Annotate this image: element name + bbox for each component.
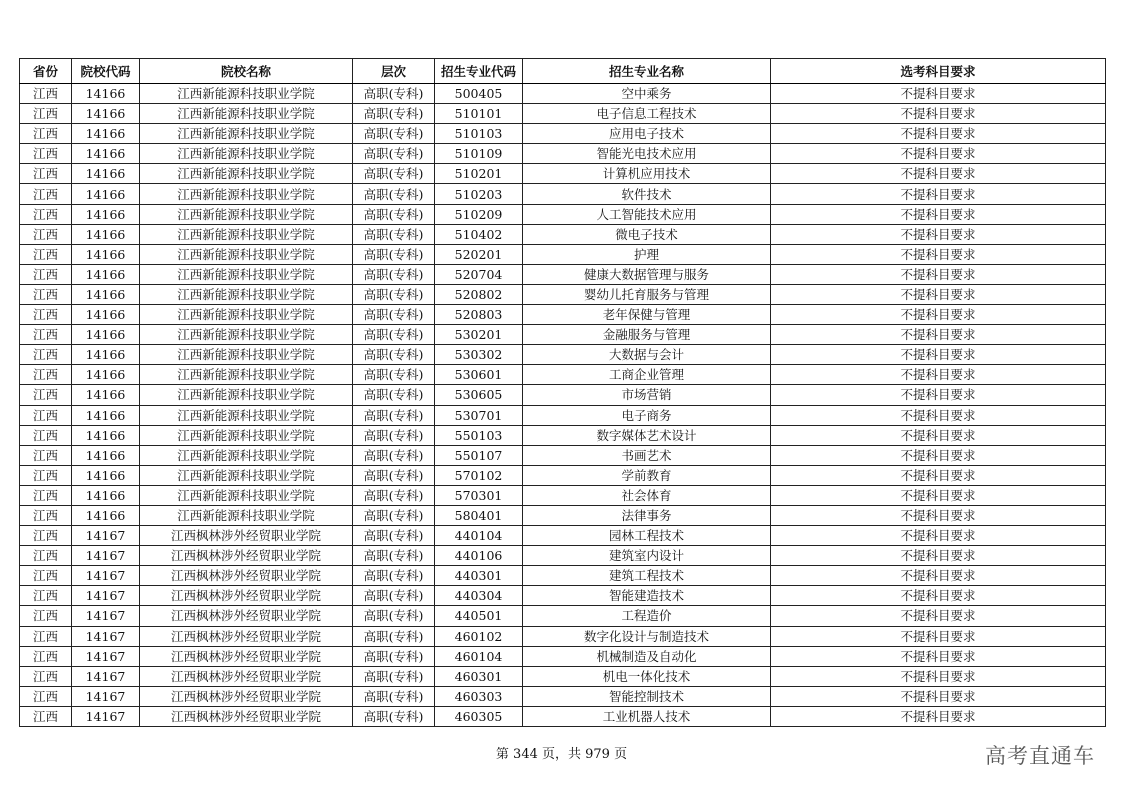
cell-major-name: 计算机应用技术: [523, 164, 771, 184]
table-row: [20, 164, 1106, 184]
cell-level: 高职(专科): [353, 224, 435, 244]
cell-school-name: 江西新能源科技职业学院: [140, 84, 353, 104]
cell-province: 江西: [20, 184, 72, 204]
cell-major-code: 530601: [435, 365, 523, 385]
table-row: [20, 586, 1106, 606]
cell-major-name: 学前教育: [523, 465, 771, 485]
cell-major-code: 460102: [435, 626, 523, 646]
cell-major-name: 电子商务: [523, 405, 771, 425]
table-row: [20, 485, 1106, 505]
cell-major-code: 460104: [435, 646, 523, 666]
table-row: [20, 405, 1106, 425]
cell-level: 高职(专科): [353, 84, 435, 104]
cell-school-code: 14167: [72, 526, 140, 546]
cell-major-name: 智能光电技术应用: [523, 144, 771, 164]
cell-subject-requirement: 不提科目要求: [771, 264, 1106, 284]
cell-level: 高职(专科): [353, 305, 435, 325]
cell-major-code: 530605: [435, 385, 523, 405]
cell-province: 江西: [20, 505, 72, 525]
cell-major-name: 机械制造及自动化: [523, 646, 771, 666]
table-row: [20, 325, 1106, 345]
cell-school-name: 江西新能源科技职业学院: [140, 405, 353, 425]
header-major-name: 招生专业名称: [523, 59, 771, 84]
cell-major-code: 460303: [435, 686, 523, 706]
cell-level: 高职(专科): [353, 264, 435, 284]
table-row: [20, 566, 1106, 586]
cell-subject-requirement: 不提科目要求: [771, 405, 1106, 425]
cell-province: 江西: [20, 284, 72, 304]
cell-major-name: 电子信息工程技术: [523, 104, 771, 124]
cell-province: 江西: [20, 224, 72, 244]
table-row: [20, 546, 1106, 566]
cell-province: 江西: [20, 244, 72, 264]
cell-school-name: 江西枫林涉外经贸职业学院: [140, 666, 353, 686]
cell-province: 江西: [20, 345, 72, 365]
cell-level: 高职(专科): [353, 546, 435, 566]
cell-major-code: 500405: [435, 84, 523, 104]
cell-province: 江西: [20, 485, 72, 505]
cell-school-name: 江西枫林涉外经贸职业学院: [140, 586, 353, 606]
cell-level: 高职(专科): [353, 606, 435, 626]
cell-major-code: 570102: [435, 465, 523, 485]
cell-school-name: 江西新能源科技职业学院: [140, 204, 353, 224]
cell-school-name: 江西新能源科技职业学院: [140, 184, 353, 204]
admission-table: [19, 58, 1106, 727]
cell-province: 江西: [20, 144, 72, 164]
cell-province: 江西: [20, 84, 72, 104]
cell-major-name: 工业机器人技术: [523, 706, 771, 726]
cell-school-code: 14167: [72, 566, 140, 586]
cell-level: 高职(专科): [353, 144, 435, 164]
table-row: [20, 104, 1106, 124]
cell-subject-requirement: 不提科目要求: [771, 124, 1106, 144]
cell-major-name: 数字媒体艺术设计: [523, 425, 771, 445]
cell-province: 江西: [20, 646, 72, 666]
cell-province: 江西: [20, 164, 72, 184]
table-row: [20, 224, 1106, 244]
cell-school-code: 14166: [72, 505, 140, 525]
cell-school-code: 14166: [72, 284, 140, 304]
table-row: [20, 244, 1106, 264]
cell-level: 高职(专科): [353, 646, 435, 666]
cell-major-code: 440104: [435, 526, 523, 546]
cell-level: 高职(专科): [353, 626, 435, 646]
table-row: [20, 284, 1106, 304]
cell-major-name: 老年保健与管理: [523, 305, 771, 325]
table-row: [20, 646, 1106, 666]
watermark-text: 高考直通车: [985, 744, 1095, 768]
cell-major-code: 580401: [435, 505, 523, 525]
cell-level: 高职(专科): [353, 124, 435, 144]
cell-subject-requirement: 不提科目要求: [771, 626, 1106, 646]
cell-major-code: 510101: [435, 104, 523, 124]
cell-major-code: 440304: [435, 586, 523, 606]
cell-school-code: 14166: [72, 144, 140, 164]
cell-major-name: 社会体育: [523, 485, 771, 505]
table-row: [20, 505, 1106, 525]
cell-major-code: 550107: [435, 445, 523, 465]
cell-school-code: 14167: [72, 686, 140, 706]
cell-province: 江西: [20, 204, 72, 224]
cell-major-name: 空中乘务: [523, 84, 771, 104]
header-level: 层次: [353, 59, 435, 84]
cell-school-name: 江西枫林涉外经贸职业学院: [140, 526, 353, 546]
cell-major-code: 530701: [435, 405, 523, 425]
cell-school-name: 江西新能源科技职业学院: [140, 305, 353, 325]
cell-level: 高职(专科): [353, 104, 435, 124]
cell-school-code: 14167: [72, 586, 140, 606]
cell-school-code: 14166: [72, 385, 140, 405]
cell-school-code: 14166: [72, 425, 140, 445]
cell-school-name: 江西新能源科技职业学院: [140, 445, 353, 465]
cell-subject-requirement: 不提科目要求: [771, 84, 1106, 104]
cell-level: 高职(专科): [353, 526, 435, 546]
table-row: [20, 345, 1106, 365]
cell-major-code: 460305: [435, 706, 523, 726]
cell-school-code: 14166: [72, 184, 140, 204]
cell-level: 高职(专科): [353, 566, 435, 586]
cell-province: 江西: [20, 445, 72, 465]
cell-subject-requirement: 不提科目要求: [771, 686, 1106, 706]
cell-subject-requirement: 不提科目要求: [771, 224, 1106, 244]
cell-school-code: 14166: [72, 405, 140, 425]
cell-school-name: 江西新能源科技职业学院: [140, 224, 353, 244]
table-row: [20, 305, 1106, 325]
cell-school-name: 江西新能源科技职业学院: [140, 124, 353, 144]
cell-school-name: 江西枫林涉外经贸职业学院: [140, 706, 353, 726]
cell-school-code: 14166: [72, 224, 140, 244]
cell-major-name: 建筑工程技术: [523, 566, 771, 586]
cell-province: 江西: [20, 305, 72, 325]
table-row: [20, 706, 1106, 726]
cell-province: 江西: [20, 626, 72, 646]
cell-school-name: 江西新能源科技职业学院: [140, 505, 353, 525]
cell-level: 高职(专科): [353, 244, 435, 264]
cell-subject-requirement: 不提科目要求: [771, 546, 1106, 566]
cell-major-name: 护理: [523, 244, 771, 264]
cell-province: 江西: [20, 405, 72, 425]
cell-school-code: 14166: [72, 305, 140, 325]
cell-subject-requirement: 不提科目要求: [771, 305, 1106, 325]
cell-subject-requirement: 不提科目要求: [771, 465, 1106, 485]
cell-major-code: 550103: [435, 425, 523, 445]
cell-subject-requirement: 不提科目要求: [771, 104, 1106, 124]
cell-subject-requirement: 不提科目要求: [771, 425, 1106, 445]
cell-province: 江西: [20, 325, 72, 345]
cell-school-name: 江西新能源科技职业学院: [140, 365, 353, 385]
cell-school-code: 14166: [72, 164, 140, 184]
cell-subject-requirement: 不提科目要求: [771, 345, 1106, 365]
page-number: 第 344 页，共 979 页: [495, 747, 628, 762]
cell-school-name: 江西新能源科技职业学院: [140, 485, 353, 505]
cell-school-name: 江西枫林涉外经贸职业学院: [140, 686, 353, 706]
cell-province: 江西: [20, 586, 72, 606]
cell-level: 高职(专科): [353, 586, 435, 606]
cell-province: 江西: [20, 566, 72, 586]
cell-level: 高职(专科): [353, 465, 435, 485]
table-row: [20, 144, 1106, 164]
table-row: [20, 425, 1106, 445]
cell-major-code: 440501: [435, 606, 523, 626]
cell-school-name: 江西新能源科技职业学院: [140, 144, 353, 164]
cell-major-name: 工程造价: [523, 606, 771, 626]
cell-province: 江西: [20, 104, 72, 124]
cell-school-name: 江西新能源科技职业学院: [140, 325, 353, 345]
cell-school-code: 14166: [72, 485, 140, 505]
cell-province: 江西: [20, 686, 72, 706]
cell-level: 高职(专科): [353, 405, 435, 425]
cell-major-name: 软件技术: [523, 184, 771, 204]
cell-major-name: 人工智能技术应用: [523, 204, 771, 224]
cell-school-name: 江西枫林涉外经贸职业学院: [140, 626, 353, 646]
cell-school-code: 14167: [72, 646, 140, 666]
cell-school-name: 江西新能源科技职业学院: [140, 465, 353, 485]
cell-school-name: 江西新能源科技职业学院: [140, 264, 353, 284]
cell-major-name: 健康大数据管理与服务: [523, 264, 771, 284]
cell-major-name: 智能建造技术: [523, 586, 771, 606]
cell-major-name: 书画艺术: [523, 445, 771, 465]
cell-level: 高职(专科): [353, 706, 435, 726]
table-row: [20, 445, 1106, 465]
cell-school-code: 14167: [72, 546, 140, 566]
cell-level: 高职(专科): [353, 505, 435, 525]
cell-school-name: 江西新能源科技职业学院: [140, 345, 353, 365]
cell-subject-requirement: 不提科目要求: [771, 144, 1106, 164]
header-school-code: 院校代码: [72, 59, 140, 84]
cell-subject-requirement: 不提科目要求: [771, 184, 1106, 204]
cell-school-name: 江西枫林涉外经贸职业学院: [140, 646, 353, 666]
table-row: [20, 666, 1106, 686]
cell-major-code: 520704: [435, 264, 523, 284]
cell-province: 江西: [20, 264, 72, 284]
cell-major-code: 510109: [435, 144, 523, 164]
cell-level: 高职(专科): [353, 325, 435, 345]
cell-subject-requirement: 不提科目要求: [771, 566, 1106, 586]
cell-school-name: 江西枫林涉外经贸职业学院: [140, 546, 353, 566]
cell-level: 高职(专科): [353, 445, 435, 465]
cell-subject-requirement: 不提科目要求: [771, 365, 1106, 385]
cell-school-name: 江西枫林涉外经贸职业学院: [140, 566, 353, 586]
cell-major-name: 微电子技术: [523, 224, 771, 244]
cell-province: 江西: [20, 365, 72, 385]
cell-subject-requirement: 不提科目要求: [771, 284, 1106, 304]
cell-subject-requirement: 不提科目要求: [771, 385, 1106, 405]
cell-school-code: 14167: [72, 666, 140, 686]
cell-school-code: 14166: [72, 84, 140, 104]
cell-major-code: 570301: [435, 485, 523, 505]
cell-subject-requirement: 不提科目要求: [771, 505, 1106, 525]
cell-school-code: 14167: [72, 706, 140, 726]
cell-major-name: 园林工程技术: [523, 526, 771, 546]
table-header-row: [20, 59, 1106, 84]
table-row: [20, 385, 1106, 405]
cell-major-code: 530302: [435, 345, 523, 365]
cell-province: 江西: [20, 425, 72, 445]
table-row: [20, 526, 1106, 546]
table-row: [20, 365, 1106, 385]
header-province: 省份: [20, 59, 72, 84]
cell-subject-requirement: 不提科目要求: [771, 244, 1106, 264]
table-row: [20, 465, 1106, 485]
cell-major-name: 数字化设计与制造技术: [523, 626, 771, 646]
cell-major-code: 520201: [435, 244, 523, 264]
cell-subject-requirement: 不提科目要求: [771, 325, 1106, 345]
cell-major-code: 510201: [435, 164, 523, 184]
cell-level: 高职(专科): [353, 365, 435, 385]
cell-subject-requirement: 不提科目要求: [771, 666, 1106, 686]
cell-major-code: 510402: [435, 224, 523, 244]
cell-province: 江西: [20, 706, 72, 726]
cell-major-code: 520803: [435, 305, 523, 325]
cell-school-name: 江西枫林涉外经贸职业学院: [140, 606, 353, 626]
cell-major-code: 440301: [435, 566, 523, 586]
cell-school-code: 14167: [72, 626, 140, 646]
cell-major-code: 520802: [435, 284, 523, 304]
cell-subject-requirement: 不提科目要求: [771, 445, 1106, 465]
cell-subject-requirement: 不提科目要求: [771, 204, 1106, 224]
cell-province: 江西: [20, 606, 72, 626]
cell-major-code: 510103: [435, 124, 523, 144]
cell-school-name: 江西新能源科技职业学院: [140, 385, 353, 405]
cell-major-name: 市场营销: [523, 385, 771, 405]
table-row: [20, 264, 1106, 284]
cell-level: 高职(专科): [353, 204, 435, 224]
cell-subject-requirement: 不提科目要求: [771, 646, 1106, 666]
header-subject-requirement: 选考科目要求: [771, 59, 1106, 84]
cell-province: 江西: [20, 526, 72, 546]
cell-major-name: 法律事务: [523, 505, 771, 525]
cell-major-code: 510203: [435, 184, 523, 204]
cell-province: 江西: [20, 385, 72, 405]
cell-major-code: 460301: [435, 666, 523, 686]
table-row: [20, 184, 1106, 204]
cell-school-name: 江西新能源科技职业学院: [140, 425, 353, 445]
table-row: [20, 204, 1106, 224]
cell-major-code: 440106: [435, 546, 523, 566]
cell-major-name: 应用电子技术: [523, 124, 771, 144]
cell-school-code: 14166: [72, 445, 140, 465]
cell-level: 高职(专科): [353, 686, 435, 706]
cell-school-code: 14166: [72, 124, 140, 144]
cell-major-code: 510209: [435, 204, 523, 224]
table-row: [20, 124, 1106, 144]
cell-subject-requirement: 不提科目要求: [771, 485, 1106, 505]
table-row: [20, 84, 1106, 104]
cell-level: 高职(专科): [353, 385, 435, 405]
cell-school-name: 江西新能源科技职业学院: [140, 164, 353, 184]
cell-school-code: 14166: [72, 345, 140, 365]
cell-level: 高职(专科): [353, 164, 435, 184]
cell-major-name: 工商企业管理: [523, 365, 771, 385]
cell-major-name: 大数据与会计: [523, 345, 771, 365]
cell-major-name: 机电一体化技术: [523, 666, 771, 686]
cell-school-code: 14166: [72, 204, 140, 224]
cell-subject-requirement: 不提科目要求: [771, 706, 1106, 726]
cell-major-name: 金融服务与管理: [523, 325, 771, 345]
cell-level: 高职(专科): [353, 485, 435, 505]
cell-school-name: 江西新能源科技职业学院: [140, 104, 353, 124]
table-row: [20, 606, 1106, 626]
cell-province: 江西: [20, 124, 72, 144]
cell-level: 高职(专科): [353, 184, 435, 204]
cell-major-name: 婴幼儿托育服务与管理: [523, 284, 771, 304]
cell-subject-requirement: 不提科目要求: [771, 526, 1106, 546]
cell-school-code: 14166: [72, 244, 140, 264]
cell-school-code: 14166: [72, 264, 140, 284]
cell-school-code: 14166: [72, 104, 140, 124]
cell-major-name: 建筑室内设计: [523, 546, 771, 566]
cell-province: 江西: [20, 666, 72, 686]
cell-level: 高职(专科): [353, 345, 435, 365]
cell-level: 高职(专科): [353, 284, 435, 304]
cell-subject-requirement: 不提科目要求: [771, 586, 1106, 606]
cell-subject-requirement: 不提科目要求: [771, 606, 1106, 626]
cell-major-name: 智能控制技术: [523, 686, 771, 706]
table-row: [20, 686, 1106, 706]
cell-major-code: 530201: [435, 325, 523, 345]
cell-school-name: 江西新能源科技职业学院: [140, 284, 353, 304]
cell-subject-requirement: 不提科目要求: [771, 164, 1106, 184]
header-school-name: 院校名称: [140, 59, 353, 84]
cell-province: 江西: [20, 546, 72, 566]
cell-school-code: 14166: [72, 325, 140, 345]
cell-school-code: 14167: [72, 606, 140, 626]
table-body: [20, 84, 1106, 727]
header-major-code: 招生专业代码: [435, 59, 523, 84]
cell-school-code: 14166: [72, 365, 140, 385]
cell-school-code: 14166: [72, 465, 140, 485]
cell-level: 高职(专科): [353, 666, 435, 686]
table-row: [20, 626, 1106, 646]
cell-province: 江西: [20, 465, 72, 485]
cell-level: 高职(专科): [353, 425, 435, 445]
cell-school-name: 江西新能源科技职业学院: [140, 244, 353, 264]
